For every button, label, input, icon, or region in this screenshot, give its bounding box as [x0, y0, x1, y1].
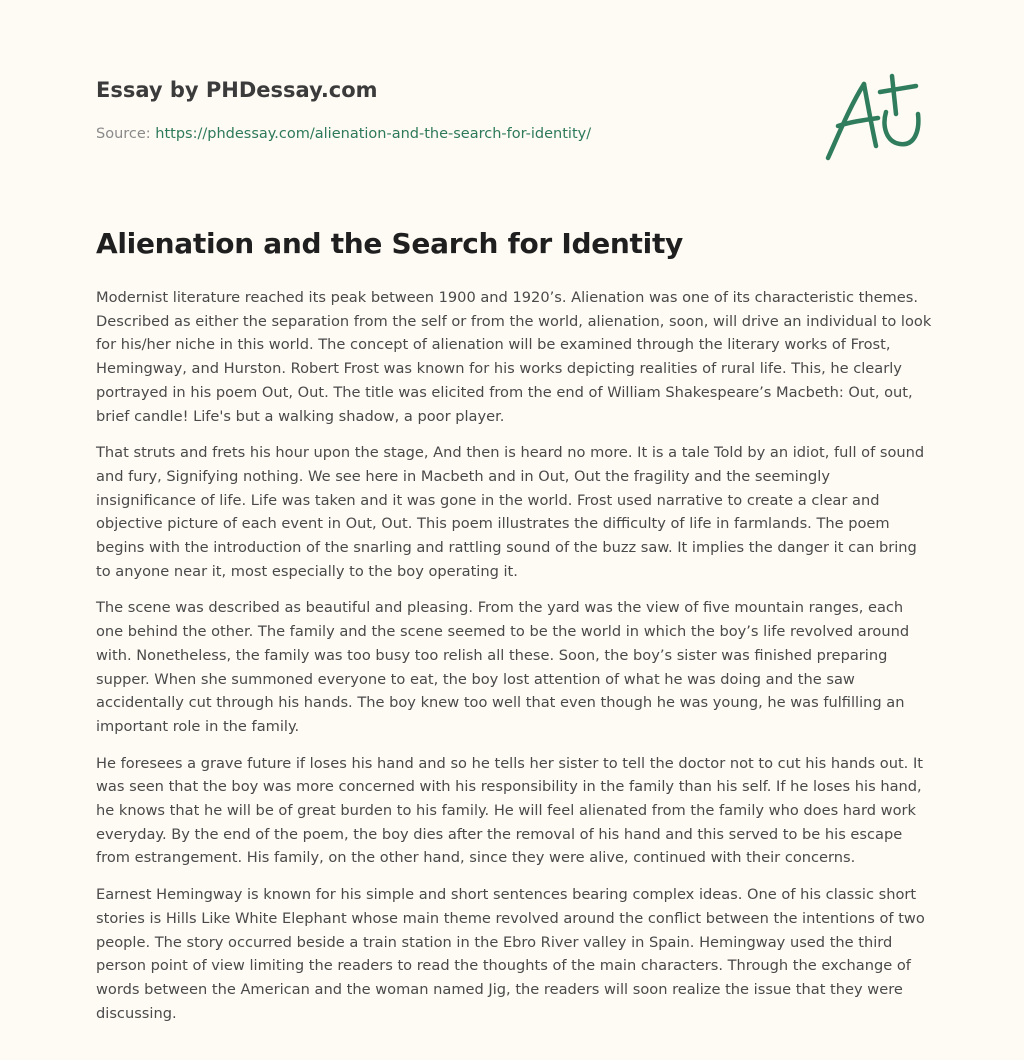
site-title: Essay by PHDessay.com	[96, 78, 378, 102]
essay-title: Alienation and the Search for Identity	[96, 227, 683, 260]
essay-paragraph: He foresees a grave future if loses his hand and so he tells her sister to tell the doctor not to cut his hands out. It was seen that the boy was more concerned with his responsibility in the family than his self. If he loses his hand, he knows that he will be of great burden to his family. He will feel alienated from the family who does hard work everyday. By the end of the poem, the boy dies after the removal of his hand and this served to be his escape from estrangement. His family, on the other hand, since they were alive, continued with their concerns.	[96, 754, 923, 867]
essay-body	[96, 286, 932, 1038]
essay-paragraph: Earnest Hemingway is known for his simple and short sentences bearing complex ideas. One of his classic short stories is Hills Like White Elephant whose main theme revolved around the conflict between the intentions of two people. The story occurred beside a train station in the Ebro River valley in Spain. Hemingway used the third person point of view limiting the readers to read the thoughts of the main characters. Through the exchange of words between the American and the woman named Jig, the readers will soon realize the issue that they were discussing.	[96, 886, 925, 1022]
essay-paragraph: The scene was described as beautiful and pleasing. From the yard was the view of five mountain ranges, each one behind the other. The family and the scene seemed to be the world in which the boy’s life revolved around with. Nonetheless, the family was too busy too relish all these. Soon, the boy’s sister was finished preparing supper. When she summoned everyone to eat, the boy lost attention of what he was doing and the saw accidentally cut through his hands. The boy knew too well that even though he was young, he was fulfilling an important role in the family.	[96, 599, 910, 735]
page-header	[96, 76, 796, 144]
source-line	[96, 124, 796, 144]
source-link[interactable]: https://phdessay.com/alienation-and-the-search-for-identity/	[155, 126, 592, 142]
a-plus-grade-icon	[820, 66, 930, 166]
source-label: Source:	[96, 126, 156, 142]
essay-paragraph: Modernist literature reached its peak between 1900 and 1920’s. Alienation was one of its characteristic themes. Described as either the separation from the self or from the world, alienation, soon, will drive an individual to look for his/her niche in this world. The concept of alienation will be examined through the literary works of Frost, Hemingway, and Hurston. Robert Frost was known for his works depicting realities of rural life. This, he clearly portrayed in his poem Out, Out. The title was elicited from the end of William Shakespeare’s Macbeth: Out, out, brief candle! Life's but a walking shadow, a poor player.	[96, 289, 932, 425]
essay-paragraph: That struts and frets his hour upon the stage, And then is heard no more. It is a tale Told by an idiot, full of sound and fury, Signifying nothing. We see here in Macbeth and in Out, Out the fragility and the seemingly insignificance of life. Life was taken and it was gone in the world. Frost used narrative to create a clear and objective picture of each event in Out, Out. This poem illustrates the difficulty of life in farmlands. The poem begins with the introduction of the snarling and rattling sound of the buzz saw. It implies the danger it can bring to anyone near it, most especially to the boy operating it.	[96, 444, 925, 580]
